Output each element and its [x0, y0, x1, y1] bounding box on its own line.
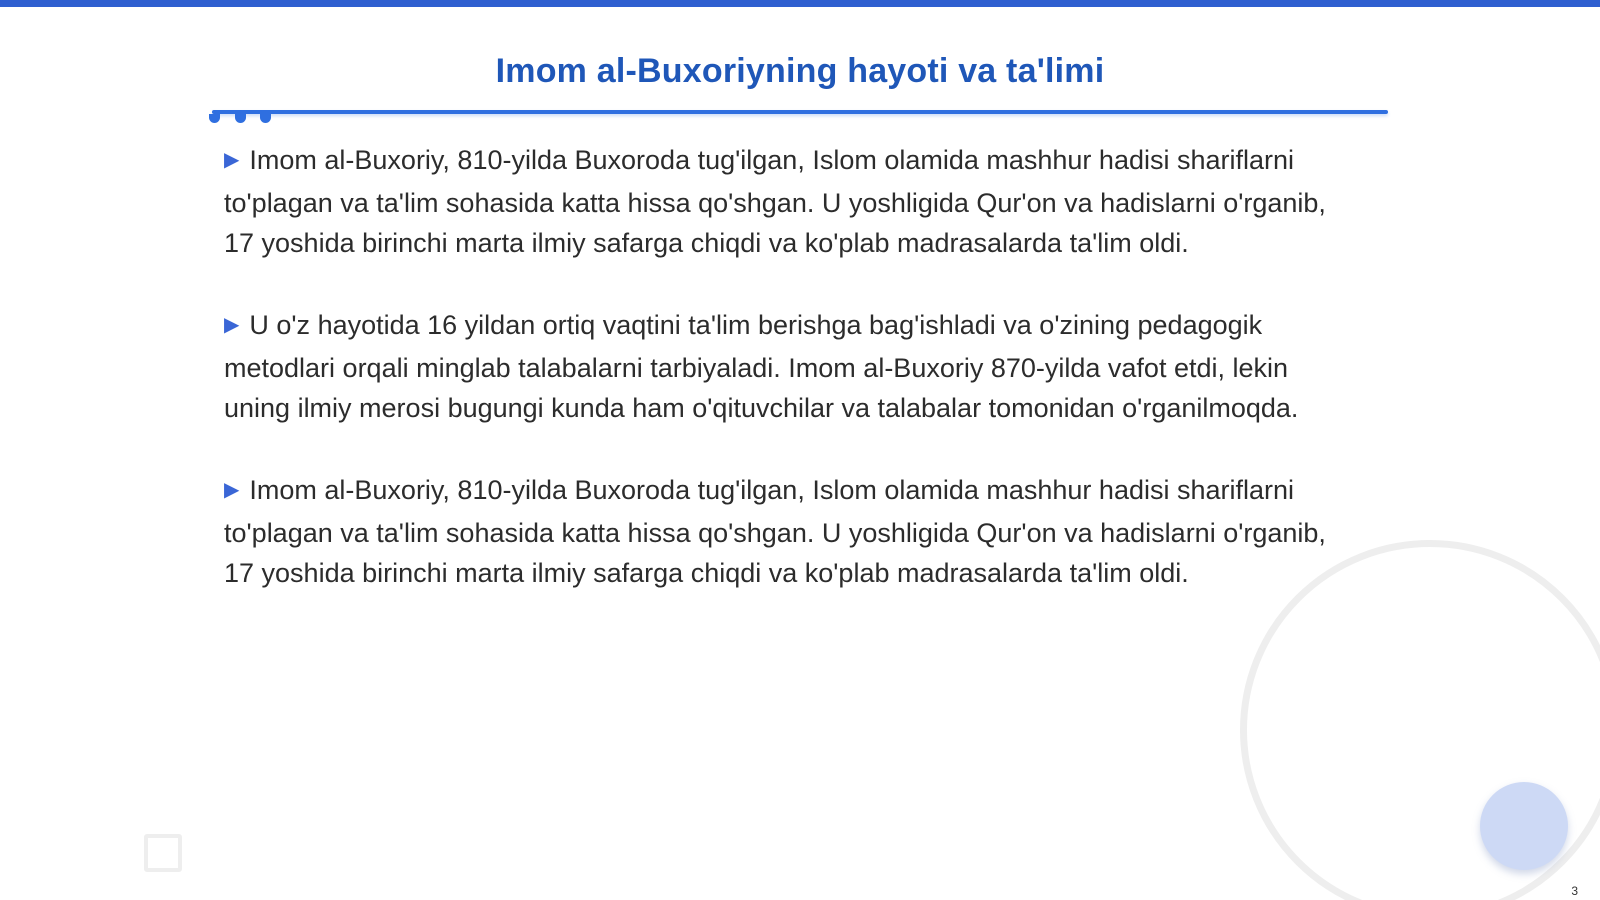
underline-dot	[235, 114, 246, 123]
page-number: 3	[1571, 884, 1578, 898]
bullet-text: Imom al-Buxoriy, 810-yilda Buxoroda tug'ilgan, Islom olamida mashhur hadisi shariflarni to'plagan va ta'lim sohasida katta hissa qo'shgan. U yoshligida Qur'on va hadislarni o'rganib, 17 yoshida birinchi marta ilmiy safarga chiqdi va ko'plab madrasalarda ta'lim oldi.	[224, 475, 1326, 588]
decorative-circle	[1480, 782, 1568, 870]
bullet-text: Imom al-Buxoriy, 810-yilda Buxoroda tug'ilgan, Islom olamida mashhur hadisi shariflarni to'plagan va ta'lim sohasida katta hissa qo'shgan. U yoshligida Qur'on va hadislarni o'rganib, 17 yoshida birinchi marta ilmiy safarga chiqdi va ko'plab madrasalarda ta'lim oldi.	[224, 145, 1326, 258]
slide-title: Imom al-Buxoriyning hayoti va ta'limi	[495, 52, 1105, 90]
bullet-text: U o'z hayotida 16 yildan ortiq vaqtini ta'lim berishga bag'ishladi va o'zining pedagogik metodlari orqali minglab talabalarni tarbiyaladi. Imom al-Buxoriy 870-yilda vafot etdi, lekin uning ilmiy merosi bugungi kunda ham o'qituvchilar va talabalar tomonidan o'rganilmoqda.	[224, 310, 1299, 423]
bullet-item	[224, 140, 1354, 263]
bullet-arrow-icon: ▶	[224, 314, 240, 336]
underline-dot	[260, 114, 271, 123]
bullet-arrow-icon: ▶	[224, 479, 240, 501]
top-accent-bar	[0, 0, 1600, 7]
bullet-list	[224, 140, 1354, 635]
bullet-item	[224, 305, 1354, 428]
bullet-item	[224, 470, 1354, 593]
bullet-arrow-icon: ▶	[224, 149, 240, 171]
decorative-square	[144, 834, 182, 872]
underline-dot	[209, 114, 220, 123]
title-underline	[212, 110, 1388, 114]
